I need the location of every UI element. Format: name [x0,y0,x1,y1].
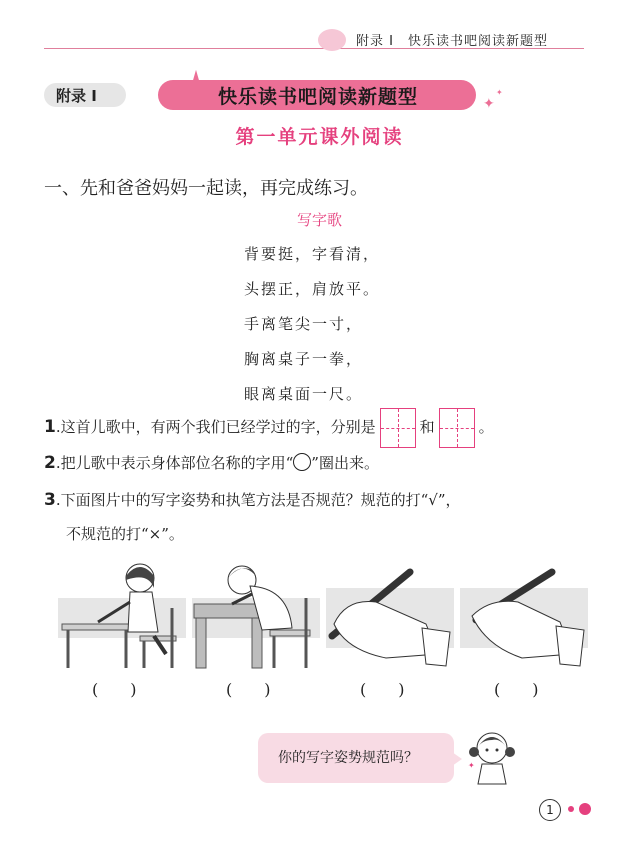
section-heading: 一、先和爸爸妈妈一起读，再完成练习。 [44,178,368,199]
poem-line: 胸离桌子一拳， [244,350,364,368]
answer-blank[interactable]: ( ) [494,680,539,699]
question-2: 2.把儿歌中表示身体部位名称的字用“ ”圈出来。 [44,453,379,473]
title-banner [158,80,476,110]
banner-title: 快乐读书吧阅读新题型 [218,86,419,108]
question-1: 1.这首儿歌中，有两个我们已经学过的字，分别是 和 。 [44,408,494,448]
poem-title: 写字歌 [296,211,342,229]
speech-bubble [258,733,454,783]
answer-blank[interactable]: ( ) [360,680,405,699]
bubble-text: 你的写字姿势规范吗？ [278,750,418,766]
tianzi-grid-answer-box[interactable] [380,408,416,448]
unit-title: 第一单元课外阅读 [235,126,404,148]
question-3-continuation: 不规范的打“×”。 [66,525,184,543]
small-star-icon: ✦ [483,96,495,112]
svg-text:✦: ✦ [468,761,475,770]
page-dot-small [568,806,574,812]
page-dot-large [579,803,591,815]
question-number: 2 [44,453,56,473]
answer-blank[interactable]: ( ) [226,680,271,699]
small-star-icon: ✦ [496,88,503,97]
speech-bubble-tail [452,752,462,766]
boy-writing-posture-illustration [192,558,320,670]
girl-mascot-icon [466,728,518,790]
running-header: 附录 I 快乐读书吧阅读新题型 [356,34,548,49]
question-number: 3 [44,490,56,510]
poem-line: 背要挺，字看清， [244,245,381,263]
tianzi-grid-answer-box[interactable] [439,408,475,448]
poem-line: 头摆正，肩放平。 [244,280,381,298]
question-3: 3.下面图片中的写字姿势和执笔方法是否规范？规范的打“√”， [44,490,461,510]
question-number: 1 [44,417,56,437]
girl-writing-posture-illustration [58,558,186,670]
circle-icon [293,453,311,471]
poem-line: 眼离桌面一尺。 [244,385,364,403]
pen-grip-illustration-2 [460,558,588,670]
appendix-tag [44,83,126,107]
header-mascot-icon [318,29,346,51]
pen-grip-illustration-1 [326,558,454,670]
answer-blank[interactable]: ( ) [92,680,137,699]
appendix-tag-label: 附录 I [56,87,97,105]
poem-line: 手离笔尖一寸， [244,315,364,333]
page-number: 1 [539,799,561,821]
